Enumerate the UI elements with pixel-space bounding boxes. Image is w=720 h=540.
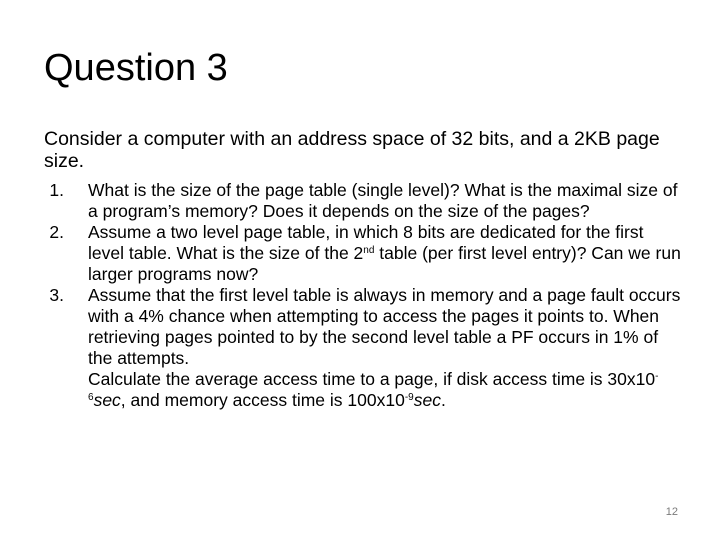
list-item-2 <box>44 222 684 285</box>
text-part: Assume that the first level table is always in memory and a page fault occurs with a 4% chance when attempting to access the pages it points to. When retrieving pages pointed to by the second level table a PF occurs in 1% of the attempts. <box>88 285 681 368</box>
text-part: , and memory access time is 100x10 <box>120 390 405 410</box>
list-item-1 <box>44 180 684 222</box>
ordinal-superscript: nd <box>363 245 375 256</box>
intro-text: Consider a computer with an address space of 32 bits, and a 2KB page size. <box>44 128 660 172</box>
unit-text: sec <box>413 390 441 410</box>
calculation-line <box>88 369 684 411</box>
list-number: 1. <box>49 180 64 200</box>
text-part: Assume a two level page table, in which 8 bits are dedicated for the first level table. What is the size of the 2 <box>88 222 644 263</box>
text-part: table (per first level entry)? Can we run larger programs now? <box>88 243 681 284</box>
text-part: . <box>440 390 446 410</box>
list-item-text <box>88 222 684 285</box>
text-part: Calculate the average access time to a page, if disk access time is 30x10 <box>88 369 656 389</box>
list-item-3 <box>44 285 684 411</box>
exponent-superscript: -9 <box>404 392 414 403</box>
page-number: 12 <box>665 506 678 518</box>
unit-text: sec <box>93 390 121 410</box>
slide-title: Question 3 <box>44 47 228 89</box>
list-item-text: What is the size of the page table (single level)? What is the maximal size of a program’s memory? Does it depends on the size of the pages? <box>88 180 678 221</box>
list-number: 2. <box>49 222 64 242</box>
list-item-text <box>88 285 684 411</box>
question-list <box>44 180 684 411</box>
list-number: 3. <box>49 285 64 305</box>
exponent-superscript: -6 <box>88 371 659 403</box>
